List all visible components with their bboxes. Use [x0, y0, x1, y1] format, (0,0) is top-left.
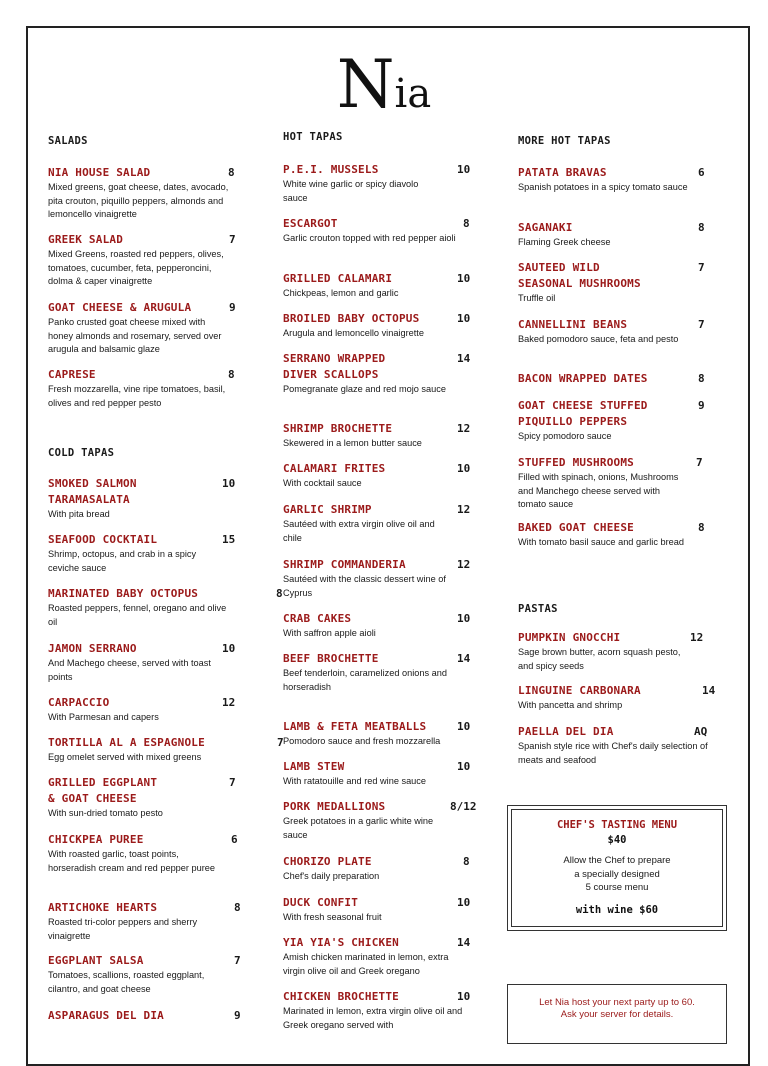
item-name: DUCK CONFIT — [283, 896, 359, 909]
item-price: AQ — [694, 725, 708, 738]
item-description: With ratatouille and red wine sauce — [283, 776, 426, 786]
item-price: 7 — [698, 318, 705, 331]
item-price: 10 — [222, 642, 236, 655]
menu-item — [283, 421, 478, 451]
item-description: Fresh mozzarella, vine ripe tomatoes, basil, olives and red pepper pesto — [48, 384, 226, 408]
item-name: CRAB CAKES — [283, 612, 352, 625]
item-price: 8 — [276, 587, 283, 600]
menu-item — [283, 895, 478, 925]
item-price: 7 — [277, 736, 284, 749]
item-description: Chef's daily preparation — [283, 871, 380, 881]
item-price: 6 — [698, 166, 705, 179]
section-title-cold-tapas: COLD TAPAS — [48, 447, 115, 459]
item-name: PORK MEDALLIONS — [283, 800, 386, 813]
item-price: 15 — [222, 533, 236, 546]
item-name: ARTICHOKE HEARTS — [48, 901, 158, 914]
menu-item — [283, 611, 478, 641]
item-name: CHORIZO PLATE — [283, 855, 372, 868]
item-price: 14 — [702, 684, 716, 697]
item-name: ESCARGOT — [283, 217, 338, 230]
menu-item — [48, 367, 238, 410]
item-price: 8 — [698, 221, 705, 234]
item-name: TORTILLA AL A ESPAGNOLE — [48, 736, 205, 749]
menu-item — [283, 461, 478, 491]
item-name: ASPARAGUS DEL DIA — [48, 1009, 164, 1022]
item-price: 10 — [457, 612, 471, 625]
item-description: Marinated in lemon, extra virgin olive oil and Greek oregano served with — [283, 1006, 463, 1030]
menu-item — [283, 502, 478, 545]
item-name: GOAT CHEESE & ARUGULA — [48, 301, 192, 314]
menu-item — [48, 532, 240, 575]
item-price: 10 — [457, 896, 471, 909]
item-description: Amish chicken marinated in lemon, extra virgin olive oil and Greek oregano — [283, 952, 449, 976]
item-price: 12 — [457, 422, 471, 435]
item-name: STUFFED MUSHROOMS — [518, 456, 634, 469]
tasting-wine-price: with wine $60 — [575, 903, 659, 916]
party-line-1: Let Nia host your next party up to 60. — [539, 997, 695, 1008]
item-description: Spicy pomodoro sauce — [518, 431, 612, 441]
party-line-2: Ask your server for details. — [560, 1009, 674, 1020]
item-name: CAPRESE — [48, 368, 96, 381]
tasting-line-2: a specially designed — [574, 868, 660, 880]
item-description: Sage brown butter, acorn squash pesto, and spicy seeds — [518, 647, 681, 671]
item-description: Skewered in a lemon butter sauce — [283, 438, 422, 448]
item-price: 8 — [463, 217, 470, 230]
restaurant-logo — [0, 46, 768, 123]
item-price: 14 — [457, 352, 471, 365]
menu-item — [48, 695, 240, 725]
item-description: With sun-dried tomato pesto — [48, 808, 163, 818]
item-description: With pancetta and shrimp — [518, 700, 623, 710]
item-name: LAMB & FETA MEATBALLS — [283, 720, 427, 733]
chefs-tasting-menu-box — [507, 805, 727, 931]
menu-item — [518, 630, 718, 673]
menu-item — [518, 724, 718, 767]
item-name: CARPACCIO — [48, 696, 110, 709]
menu-item — [48, 232, 238, 289]
menu-item — [283, 854, 478, 884]
menu-item — [518, 455, 713, 512]
item-name: CHICKEN BROCHETTE — [283, 990, 399, 1003]
item-description: Pomegranate glaze and red mojo sauce — [283, 384, 446, 394]
item-name: BEEF BROCHETTE — [283, 652, 379, 665]
menu-item — [48, 165, 238, 222]
menu-item — [48, 832, 240, 875]
item-price: 7 — [229, 233, 236, 246]
item-name: GOAT CHEESE STUFFED — [518, 399, 648, 412]
menu-item — [283, 271, 478, 301]
item-price: 10 — [457, 990, 471, 1003]
item-description: Panko crusted goat cheese mixed with honey almonds and rosemary, served over arugula and balsamic glaze — [48, 317, 222, 354]
menu-item — [283, 557, 478, 600]
item-name: MARINATED BABY OCTOPUS — [48, 587, 199, 600]
item-name-line2: PIQUILLO PEPPERS — [518, 415, 628, 428]
item-price: 8 — [228, 166, 235, 179]
item-description: Baked pomodoro sauce, feta and pesto — [518, 334, 679, 344]
menu-item — [518, 260, 713, 306]
item-description: Egg omelet served with mixed greens — [48, 752, 202, 762]
item-price: 9 — [229, 301, 236, 314]
menu-item — [48, 476, 240, 522]
item-price: 6 — [231, 833, 238, 846]
item-price: 10 — [457, 760, 471, 773]
tasting-title: CHEF'S TASTING MENU — [556, 819, 678, 831]
item-name: NIA HOUSE SALAD — [48, 166, 151, 179]
menu-item — [48, 1008, 240, 1024]
menu-item — [283, 799, 478, 842]
tasting-line-1: Allow the Chef to prepare — [563, 855, 671, 866]
item-price: 10 — [457, 163, 471, 176]
item-description: Truffle oil — [518, 293, 556, 303]
item-description: Beef tenderloin, caramelized onions and horseradish — [283, 668, 447, 692]
menu-item — [283, 719, 478, 749]
menu-item — [48, 300, 238, 357]
item-name-line2: & GOAT CHEESE — [48, 792, 137, 805]
menu-item — [518, 220, 713, 250]
item-description: White wine garlic or spicy diavolo sauce — [283, 179, 419, 203]
item-price: 12 — [457, 558, 471, 571]
menu-item — [283, 759, 478, 789]
item-name: SMOKED SALMON — [48, 477, 137, 490]
item-price: 10 — [457, 462, 471, 475]
section-title-hot-tapas: HOT TAPAS — [283, 131, 343, 143]
menu-item — [48, 953, 240, 996]
item-description: With cocktail sauce — [283, 478, 362, 488]
menu-item — [283, 216, 478, 246]
logo-initial: N — [336, 46, 395, 123]
item-name: GRILLED CALAMARI — [283, 272, 393, 285]
item-price: 7 — [698, 261, 705, 274]
item-description: Arugula and lemoncello vinaigrette — [283, 328, 424, 338]
menu-item — [283, 311, 478, 341]
item-price: 10 — [457, 312, 471, 325]
item-name: P.E.I. MUSSELS — [283, 163, 379, 176]
item-name: YIA YIA'S CHICKEN — [283, 936, 399, 949]
item-name: SAGANAKI — [518, 221, 573, 234]
item-description: With Parmesan and capers — [48, 712, 159, 722]
item-price: 12 — [457, 503, 471, 516]
menu-item — [518, 317, 713, 347]
tasting-price: $40 — [607, 834, 627, 846]
item-description: And Machego cheese, served with toast points — [48, 658, 211, 682]
tasting-inner-border — [511, 809, 723, 927]
item-description: Sautéed with the classic dessert wine of Cyprus — [283, 574, 446, 598]
item-description: Roasted tri-color peppers and sherry vinaigrette — [48, 917, 198, 941]
menu-item — [283, 935, 478, 978]
menu-item — [518, 683, 723, 713]
item-name: EGGPLANT SALSA — [48, 954, 144, 967]
item-description: Roasted peppers, fennel, oregano and olive oil — [48, 603, 227, 627]
item-price: 7 — [696, 456, 703, 469]
menu-item — [283, 351, 478, 397]
item-description: Greek potatoes in a garlic white wine sauce — [283, 816, 434, 840]
item-price: 8/12 — [450, 800, 477, 813]
logo-rest: ia — [394, 71, 432, 117]
item-price: 10 — [457, 272, 471, 285]
item-price: 8 — [234, 901, 241, 914]
item-name: LINGUINE CARBONARA — [518, 684, 641, 697]
item-name: JAMON SERRANO — [48, 642, 137, 655]
item-price: 7 — [229, 776, 236, 789]
menu-item — [48, 586, 240, 629]
item-price: 8 — [698, 372, 705, 385]
item-description: Sautéed with extra virgin olive oil and chile — [283, 519, 435, 543]
item-description: Mixed greens, goat cheese, dates, avocado, pita crouton, piquillo peppers, almonds and lemoncello vinaigrette — [48, 182, 229, 219]
item-price: 12 — [690, 631, 704, 644]
item-price: 10 — [457, 720, 471, 733]
party-notice-box — [507, 984, 727, 1044]
item-description: Spanish style rice with Chef's daily selection of meats and seafood — [518, 741, 708, 765]
item-name: BROILED BABY OCTOPUS — [283, 312, 420, 325]
item-name: CANNELLINI BEANS — [518, 318, 628, 331]
item-name: GARLIC SHRIMP — [283, 503, 372, 516]
item-name: BAKED GOAT CHEESE — [518, 521, 634, 534]
item-description: With saffron apple aioli — [283, 628, 376, 638]
item-name: PATATA BRAVAS — [518, 166, 607, 179]
item-price: 10 — [222, 477, 236, 490]
item-name: LAMB STEW — [283, 760, 345, 773]
item-description: Flaming Greek cheese — [518, 237, 611, 247]
item-description: With tomato basil sauce and garlic bread — [518, 537, 684, 547]
item-name: SEAFOOD COCKTAIL — [48, 533, 158, 546]
item-price: 9 — [698, 399, 705, 412]
item-name: CALAMARI FRITES — [283, 462, 386, 475]
item-name: GRILLED EGGPLANT — [48, 776, 158, 789]
tasting-line-3: 5 course menu — [585, 882, 649, 893]
item-description: Garlic crouton topped with red pepper aioli — [283, 233, 456, 243]
menu-item — [48, 900, 240, 943]
item-description: Tomatoes, scallions, roasted eggplant, cilantro, and goat cheese — [48, 970, 205, 994]
item-name: PAELLA DEL DIA — [518, 725, 614, 738]
item-description: Mixed Greens, roasted red peppers, olives, tomatoes, cucumber, feta, pepperoncini, dolma & caper vinaigrette — [48, 249, 224, 286]
menu-item — [518, 520, 713, 550]
menu-item — [518, 165, 713, 195]
menu-item — [283, 651, 478, 694]
item-name: SERRANO WRAPPED — [283, 352, 386, 365]
item-name: SHRIMP BROCHETTE — [283, 422, 393, 435]
item-description: With fresh seasonal fruit — [283, 912, 382, 922]
item-description: Spanish potatoes in a spicy tomato sauce — [518, 182, 688, 192]
menu-item — [518, 371, 713, 387]
menu-item — [283, 989, 478, 1032]
item-description: With pita bread — [48, 509, 110, 519]
item-price: 8 — [698, 521, 705, 534]
item-price: 7 — [234, 954, 241, 967]
menu-item — [518, 398, 713, 444]
item-name: GREEK SALAD — [48, 233, 124, 246]
item-price: 12 — [222, 696, 236, 709]
menu-item — [48, 775, 240, 821]
item-price: 8 — [463, 855, 470, 868]
item-name: SAUTEED WILD — [518, 261, 600, 274]
item-name-line2: SEASONAL MUSHROOMS — [518, 277, 641, 290]
item-price: 14 — [457, 936, 471, 949]
menu-item — [48, 735, 240, 765]
item-price: 8 — [228, 368, 235, 381]
menu-item — [283, 162, 478, 205]
item-name: SHRIMP COMMANDERIA — [283, 558, 406, 571]
item-price: 9 — [234, 1009, 241, 1022]
item-description: Shrimp, octopus, and crab in a spicy ceviche sauce — [48, 549, 197, 573]
item-name: BACON WRAPPED DATES — [518, 372, 648, 385]
menu-item — [48, 641, 240, 684]
section-title-salads: SALADS — [48, 135, 88, 147]
item-description: Chickpeas, lemon and garlic — [283, 288, 399, 298]
item-description: With roasted garlic, toast points, horseradish cream and red pepper puree — [48, 849, 216, 873]
item-name: PUMPKIN GNOCCHI — [518, 631, 621, 644]
section-title-pastas: PASTAS — [518, 603, 558, 615]
item-description: Filled with spinach, onions, Mushrooms and Manchego cheese served with tomato sauce — [518, 472, 679, 509]
item-description: Pomodoro sauce and fresh mozzarella — [283, 736, 441, 746]
item-name-line2: DIVER SCALLOPS — [283, 368, 379, 381]
item-price: 14 — [457, 652, 471, 665]
item-name: CHICKPEA PUREE — [48, 833, 144, 846]
item-name-line2: TARAMASALATA — [48, 493, 130, 506]
section-title-more-hot-tapas: MORE HOT TAPAS — [518, 135, 611, 147]
